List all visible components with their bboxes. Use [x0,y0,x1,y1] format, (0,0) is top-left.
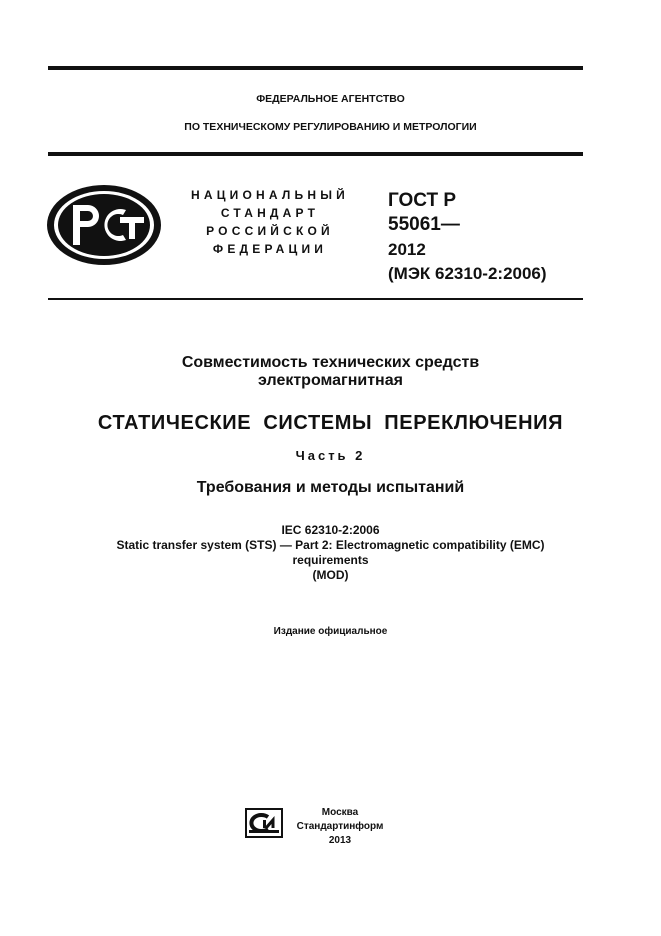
standartinform-logo [245,808,283,838]
agency-name-line2: ПО ТЕХНИЧЕСКОМУ РЕГУЛИРОВАНИЮ И МЕТРОЛОГИИ [184,121,477,133]
agency-name-line1: ФЕДЕРАЛЬНОЕ АГЕНТСТВО [256,93,405,105]
part-label: Часть 2 [295,448,366,463]
standard-type-line1: НАЦИОНАЛЬНЫЙ [190,188,350,202]
mod-label: (MOD) [312,568,349,582]
main-title: СТАТИЧЕСКИЕ СИСТЕМЫ ПЕРЕКЛЮЧЕНИЯ [97,412,564,434]
iec-title-line2: requirements [292,553,369,567]
gost-designation-line1: ГОСТ Р [388,190,457,211]
publication-year: 2013 [328,835,352,846]
iec-equivalent: (МЭК 62310-2:2006) [388,264,547,283]
header-rule [48,152,583,156]
edition-label: Издание официальное [273,626,388,637]
publisher-city: Москва [321,807,359,818]
standard-type-line2: СТАНДАРТ [220,206,320,220]
subtitle: Требования и методы испытаний [196,479,465,496]
top-rule [48,66,583,70]
title-line1: Совместимость технических средств [181,354,480,371]
designation-rule [48,298,583,300]
gost-designation-line3: 2012 [388,240,426,259]
iec-code: IEC 62310-2:2006 [281,523,380,537]
rst-logo [44,183,164,267]
publisher-name: Стандартинформ [296,821,384,832]
standard-type-line3: РОССИЙСКОЙ [206,224,334,238]
gost-designation-line2: 55061— [388,214,460,235]
rst-gost-icon [44,183,164,267]
standard-type-line4: ФЕДЕРАЦИИ [212,242,328,256]
title-line2: электромагнитная [258,372,403,389]
standartinform-icon [245,808,283,838]
iec-title-line1: Static transfer system (STS) — Part 2: Electromagnetic compatibility (EMC) [116,538,545,552]
